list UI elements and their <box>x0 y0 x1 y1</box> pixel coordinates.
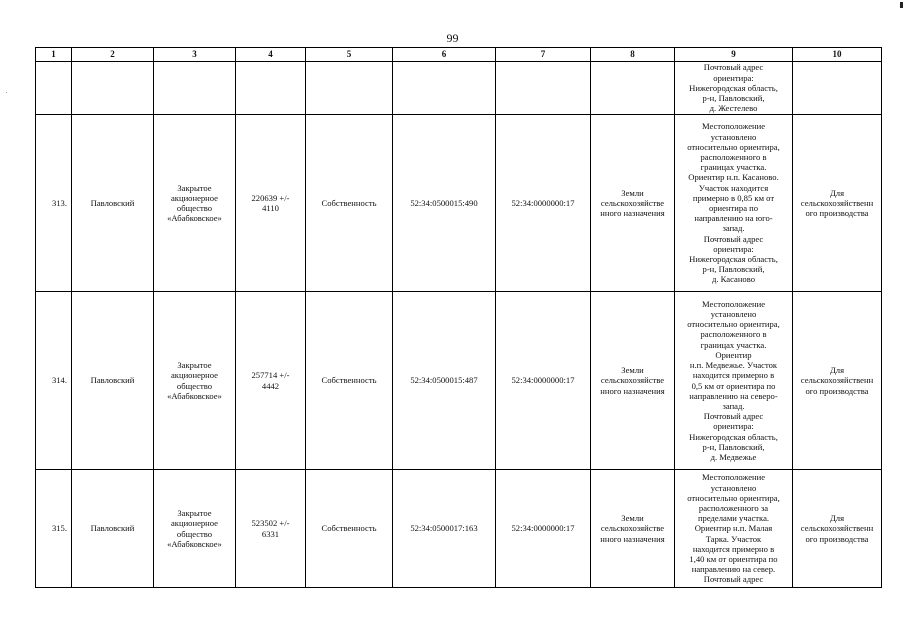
cell-cadastral-number: 52:34:0500017:163 <box>393 470 496 588</box>
cell-right-type: Собственность <box>306 115 393 292</box>
cell-district: Павловский <box>72 292 154 470</box>
cell-cadastral-number: 52:34:0500015:490 <box>393 115 496 292</box>
cell-number: 314. <box>36 292 72 470</box>
column-header: 10 <box>793 48 882 62</box>
cell-district: Павловский <box>72 470 154 588</box>
cell-area <box>236 62 306 115</box>
table-row <box>36 115 882 292</box>
column-header: 7 <box>496 48 591 62</box>
table-row <box>36 292 882 470</box>
column-header: 8 <box>591 48 675 62</box>
cell-area: 257714 +/- 4442 <box>236 292 306 470</box>
cell-cadastral-number <box>393 62 496 115</box>
cell-land-category <box>591 62 675 115</box>
cell-location: Местоположение установлено относительно ориентира, расположенного в границах участка. Ориентир н.п. Касаново. Участок находится примерно в 0,85 км от ориентира по направлению на юго- запад. Почтовый адрес ориентира: Нижегородская область, р-н, Павловский, д. Касаново <box>675 115 793 292</box>
page-number: 99 <box>446 31 459 45</box>
column-header: 4 <box>236 48 306 62</box>
table-row <box>36 470 882 588</box>
column-header: 2 <box>72 48 154 62</box>
column-header: 1 <box>36 48 72 62</box>
cell-number <box>36 62 72 115</box>
cell-owner: Закрытое акционерное общество «Абабковское» <box>154 292 236 470</box>
margin-mark <box>6 92 7 93</box>
cell-permitted-use: Для сельскохозяйственн ого производства <box>793 470 882 588</box>
cell-district <box>72 62 154 115</box>
cell-area: 220639 +/- 4110 <box>236 115 306 292</box>
cell-permitted-use: Для сельскохозяйственн ого производства <box>793 115 882 292</box>
cell-permitted-use: Для сельскохозяйственн ого производства <box>793 292 882 470</box>
land-registry-table <box>35 47 882 588</box>
cell-right-type: Собственность <box>306 470 393 588</box>
cell-right-type <box>306 62 393 115</box>
cell-location: Почтовый адрес ориентира: Нижегородская область, р-н, Павловский, д. Жестелево <box>675 62 793 115</box>
cell-land-category: Земли сельскохозяйстве нного назначения <box>591 292 675 470</box>
cell-permitted-use <box>793 62 882 115</box>
cell-parent-cadastral-number: 52:34:0000000:17 <box>496 292 591 470</box>
cell-number: 315. <box>36 470 72 588</box>
cell-owner <box>154 62 236 115</box>
cell-location: Местоположение установлено относительно ориентира, расположенного за пределами участка. Ориентир н.п. Малая Тарка. Участок находится примерно в 1,40 км от ориентира по направлению на север. Почтовый адрес <box>675 470 793 588</box>
column-header: 6 <box>393 48 496 62</box>
cell-parent-cadastral-number: 52:34:0000000:17 <box>496 115 591 292</box>
cell-owner: Закрытое акционерное общество «Абабковское» <box>154 115 236 292</box>
cell-right-type: Собственность <box>306 292 393 470</box>
cell-land-category: Земли сельскохозяйстве нного назначения <box>591 115 675 292</box>
corner-mark <box>900 2 903 8</box>
cell-parent-cadastral-number <box>496 62 591 115</box>
column-header: 3 <box>154 48 236 62</box>
cell-area: 523502 +/- 6331 <box>236 470 306 588</box>
cell-district: Павловский <box>72 115 154 292</box>
cell-cadastral-number: 52:34:0500015:487 <box>393 292 496 470</box>
table-row <box>36 62 882 115</box>
column-header: 5 <box>306 48 393 62</box>
header-row <box>36 48 882 62</box>
cell-parent-cadastral-number: 52:34:0000000:17 <box>496 470 591 588</box>
cell-land-category: Земли сельскохозяйстве нного назначения <box>591 470 675 588</box>
cell-location: Местоположение установлено относительно ориентира, расположенного в границах участка. Ориентир н.п. Медвежье. Участок находится примерно в 0,5 км от ориентира по направлению на северо- запад. Почтовый адрес ориентира: Нижегородская область, р-н, Павловский, д. Медвежье <box>675 292 793 470</box>
column-header: 9 <box>675 48 793 62</box>
cell-owner: Закрытое акционерное общество «Абабковское» <box>154 470 236 588</box>
cell-number: 313. <box>36 115 72 292</box>
